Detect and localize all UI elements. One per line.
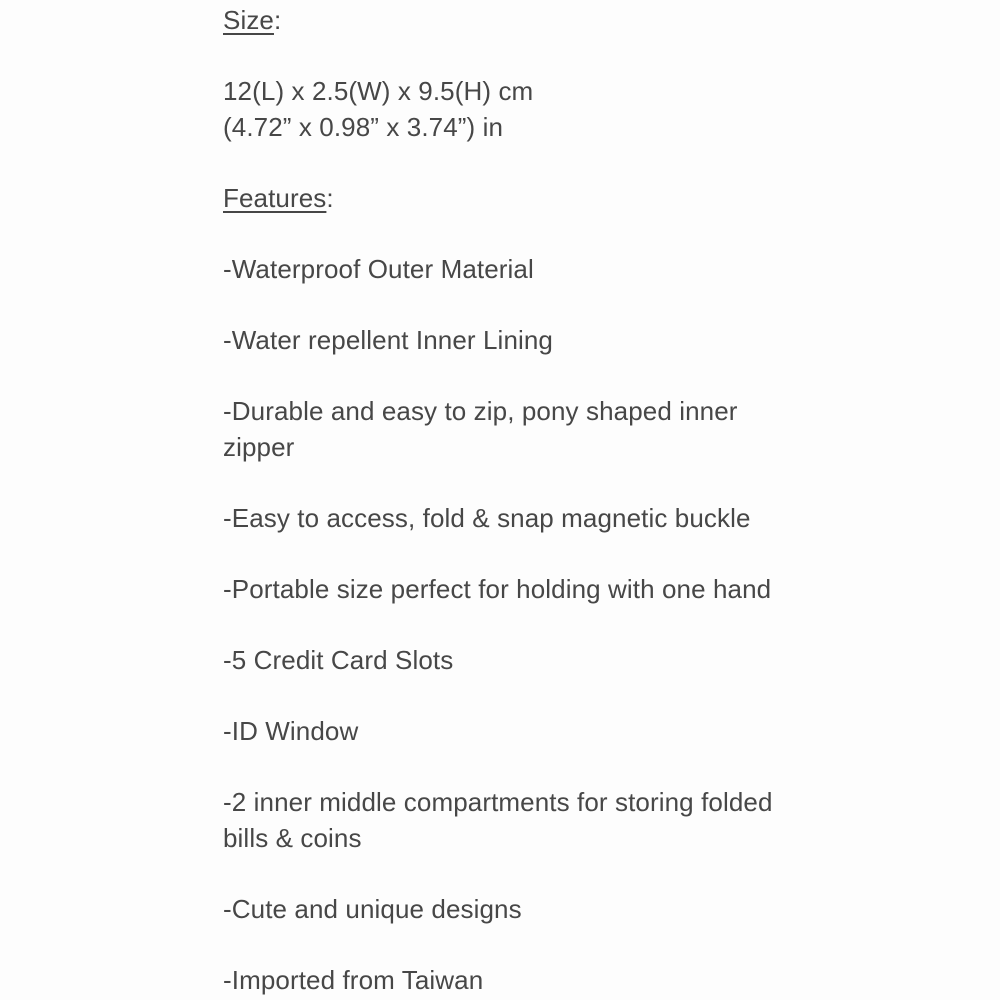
features-heading-text: Features (223, 183, 327, 213)
features-heading-colon: : (326, 183, 334, 213)
size-dimensions-cm: 12(L) x 2.5(W) x 9.5(H) cm (223, 76, 534, 106)
size-heading-text: Size (223, 5, 274, 35)
feature-item: -Durable and easy to zip, pony shaped inner zipper (223, 396, 738, 462)
feature-item: -Water repellent Inner Lining (223, 325, 553, 355)
features-heading (223, 180, 793, 216)
feature-item: -2 inner middle compartments for storing folded bills & coins (223, 787, 773, 853)
feature-item: -Imported from Taiwan (223, 965, 484, 995)
feature-item: -Portable size perfect for holding with one hand (223, 574, 772, 604)
size-heading-colon: : (273, 5, 282, 35)
feature-item: -ID Window (223, 716, 359, 746)
feature-item: -Waterproof Outer Material (223, 254, 534, 284)
size-dimensions-in: (4.72” x 0.98” x 3.74”) in (223, 112, 504, 142)
size-heading (223, 2, 793, 38)
feature-item: -Easy to access, fold & snap magnetic buckle (223, 503, 751, 533)
size-dimensions (223, 73, 793, 145)
feature-item: -Cute and unique designs (223, 894, 522, 924)
feature-item: -5 Credit Card Slots (223, 645, 454, 675)
